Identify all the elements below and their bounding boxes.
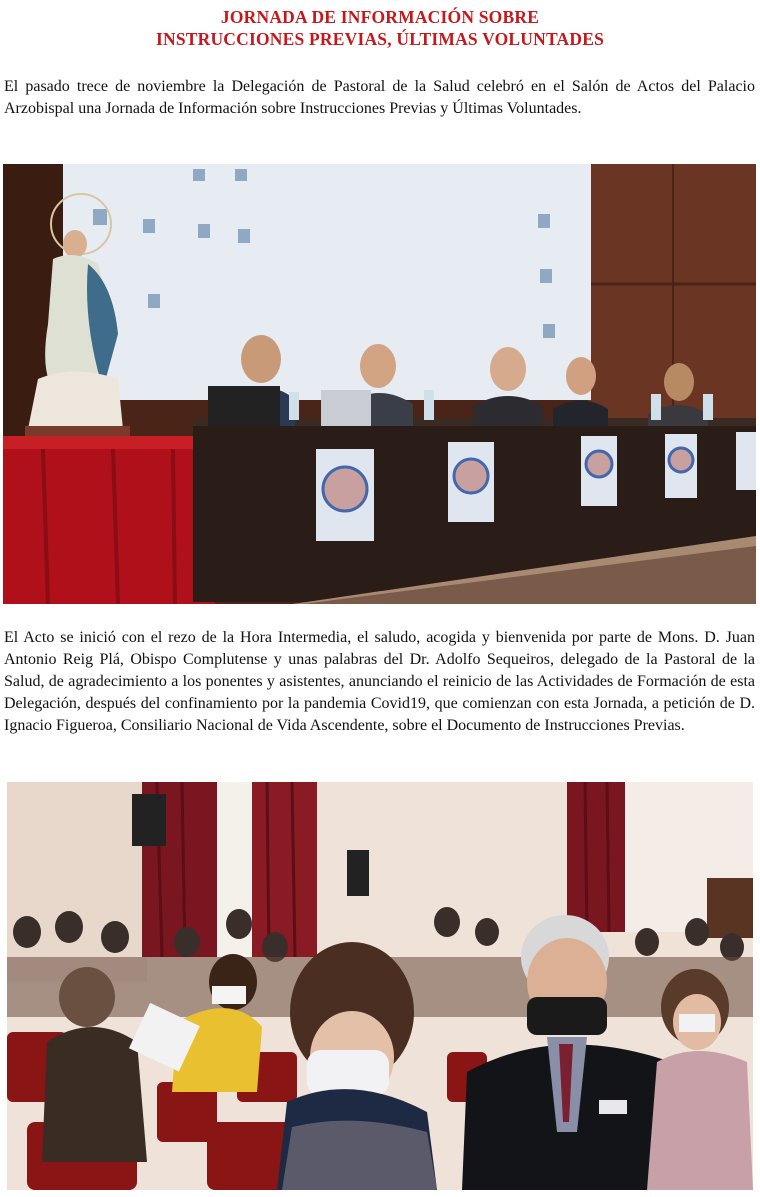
monitor <box>347 850 369 896</box>
audience-illustration <box>7 782 753 1190</box>
curtain <box>567 782 625 932</box>
face-mask <box>527 997 607 1035</box>
laptop <box>208 386 280 426</box>
conference-panel-photo <box>3 164 756 604</box>
speaker <box>132 794 166 846</box>
curtain <box>252 782 317 957</box>
conference-panel-illustration <box>3 164 756 604</box>
face-mask <box>307 1050 389 1096</box>
event-paragraph: El Acto se inició con el rezo de la Hora Intermedia, el saludo, acogida y bienvenida por parte de Mons. D. Juan Antonio Reig Plá, Obispo Complutense y unas palabras del Dr. Adolfo Sequeiros, delegado de la Pastoral de la Salud, de agradecimiento a los ponentes y asistentes, anunciando el reinicio de las Actividades de Formación de esta Delegación, después del confinamiento por la pandemia Covid19, que comienzan con esta Jornada, a petición de D. Ignacio Figueroa, Consiliario Nacional de Vida Ascendente, sobre el Documento de Instrucciones Previas. <box>4 629 755 734</box>
pocket-square <box>599 1100 627 1114</box>
laptop <box>321 390 371 426</box>
page-title <box>0 6 760 50</box>
intro-paragraph: El pasado trece de noviembre la Delegación de Pastoral de la Salud celebró en el Salón de Actos del Palacio Arzobispal una Jornada de Información sobre Instrucciones Previas y Últimas Voluntades. <box>4 78 755 117</box>
title-line-2: INSTRUCCIONES PREVIAS, ÚLTIMAS VOLUNTADES <box>155 29 605 49</box>
title-line-1: JORNADA DE INFORMACIÓN SOBRE <box>220 7 540 27</box>
audience-photo <box>7 782 753 1190</box>
